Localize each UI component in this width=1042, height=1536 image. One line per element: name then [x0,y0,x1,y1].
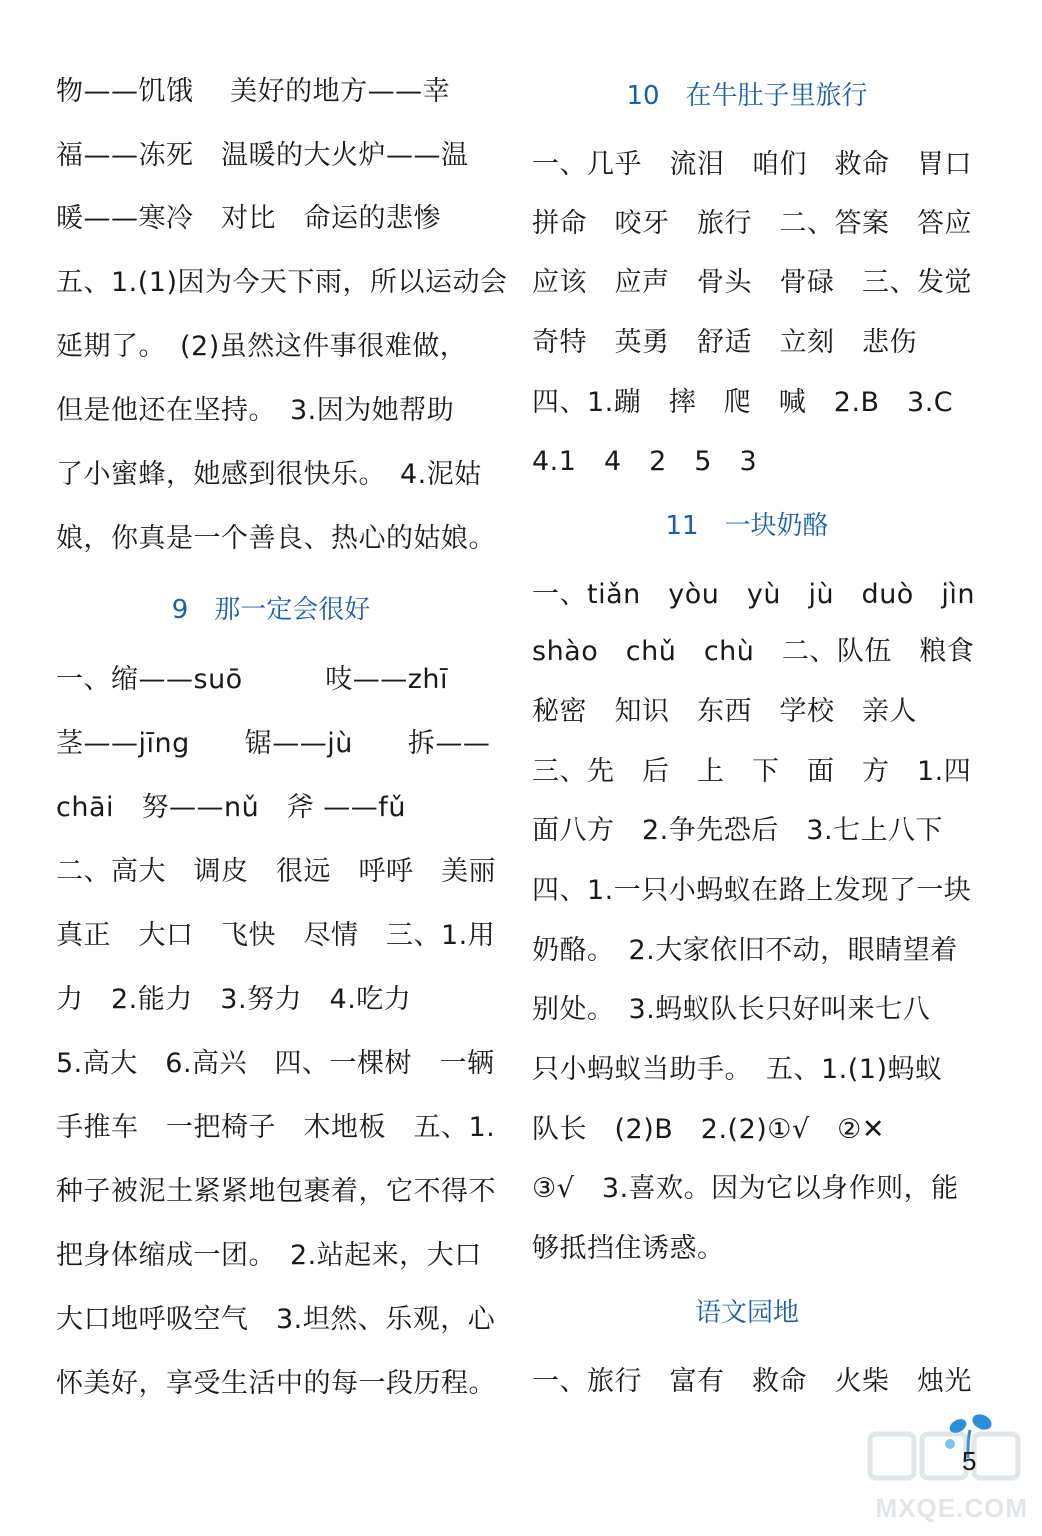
text-line: 但是他还在坚持。 3.因为她帮助 [56,395,455,426]
text-line: 应该 应声 骨头 骨碌 三、发觉 [532,267,972,298]
text-line: 了小蜜蜂，她感到很快乐。 4.泥姑 [56,459,482,490]
text-line: 5.高大 6.高兴 四、一棵树 一辆 [56,1048,495,1079]
text-line: 暖——寒冷 对比 命运的悲惨 [56,203,441,234]
text-line: 茎——jīng 锯——jù 拆—— [56,728,491,759]
text-line: 一、tiǎn yòu yù jù duò jìn [532,579,975,610]
text-line: 把身体缩成一团。 2.站起来，大口 [56,1240,482,1271]
text-line: 四、1.一只小蚂蚁在路上发现了一块 [532,875,972,906]
text-line: 只小蚂蚁当助手。 五、1.(1)蚂蚁 [532,1054,943,1085]
text-line: 大口地呼吸空气 3.坦然、乐观，心 [56,1304,496,1335]
text-line: 福——冻死 温暖的大火炉——温 [56,140,469,171]
text-line: 秘密 知识 东西 学校 亲人 [532,696,917,727]
text-line: 一、缩——suō 吱——zhī [56,664,448,695]
lesson-heading: 11 一块奶酪 [665,511,829,541]
watermark-text: MXQE.COM [875,1493,1028,1523]
text-line: 奇特 英勇 舒适 立刻 悲伤 [532,327,917,358]
text-line: 娘，你真是一个善良、热心的姑娘。 [56,523,496,554]
lesson-heading: 语文园地 [694,1298,799,1328]
text-line: 延期了。 (2)虽然这件事很难做， [56,331,468,362]
text-line: chāi 努——nǔ 斧 ——fǔ [56,792,406,823]
text-line: 4.1 4 2 5 3 [532,446,758,477]
lesson-heading: 9 那一定会很好 [171,595,371,625]
watermark-logo-icon [860,1420,1036,1490]
text-line: ③√ 3.喜欢。因为它以身作则，能 [532,1173,959,1204]
page-number: 5 [962,1446,977,1476]
text-line: shào chǔ chù 二、队伍 粮食 [532,636,975,667]
text-line: 种子被泥土紧紧地包裹着，它不得不 [56,1176,496,1207]
text-line: 二、高大 调皮 很远 呼呼 美丽 [56,856,496,887]
text-line: 怀美好，享受生活中的每一段历程。 [56,1368,496,1399]
text-line: 真正 大口 飞快 尽情 三、1.用 [56,920,496,951]
watermark [860,1420,1036,1530]
text-line: 奶酪。 2.大家依旧不动，眼睛望着 [532,935,958,966]
text-line: 别处。 3.蚂蚁队长只好叫来七八 [532,994,931,1025]
text-line: 拼命 咬牙 旅行 二、答案 答应 [532,208,972,239]
text-line: 三、先 后 上 下 面 方 1.四 [532,756,972,787]
lesson-heading: 10 在牛肚子里旅行 [626,81,868,111]
text-line: 够抵挡住诱惑。 [532,1233,725,1264]
text-line: 队长 (2)B 2.(2)①√ ②✕ [532,1114,886,1145]
text-line: 一、几乎 流泪 咱们 救命 胃口 [532,149,972,180]
text-line: 物——饥饿 美好的地方——幸 [56,76,451,107]
text-line: 一、旅行 富有 救命 火柴 烛光 [532,1366,972,1397]
text-line: 力 2.能力 3.努力 4.吃力 [56,984,412,1015]
text-line: 五、1.(1)因为今天下雨，所以运动会 [56,267,508,298]
text-line: 手推车 一把椅子 木地板 五、1. [56,1112,496,1143]
text-line: 四、1.蹦 摔 爬 喊 2.B 3.C [532,387,954,418]
text-line: 面八方 2.争先恐后 3.七上八下 [532,815,944,846]
